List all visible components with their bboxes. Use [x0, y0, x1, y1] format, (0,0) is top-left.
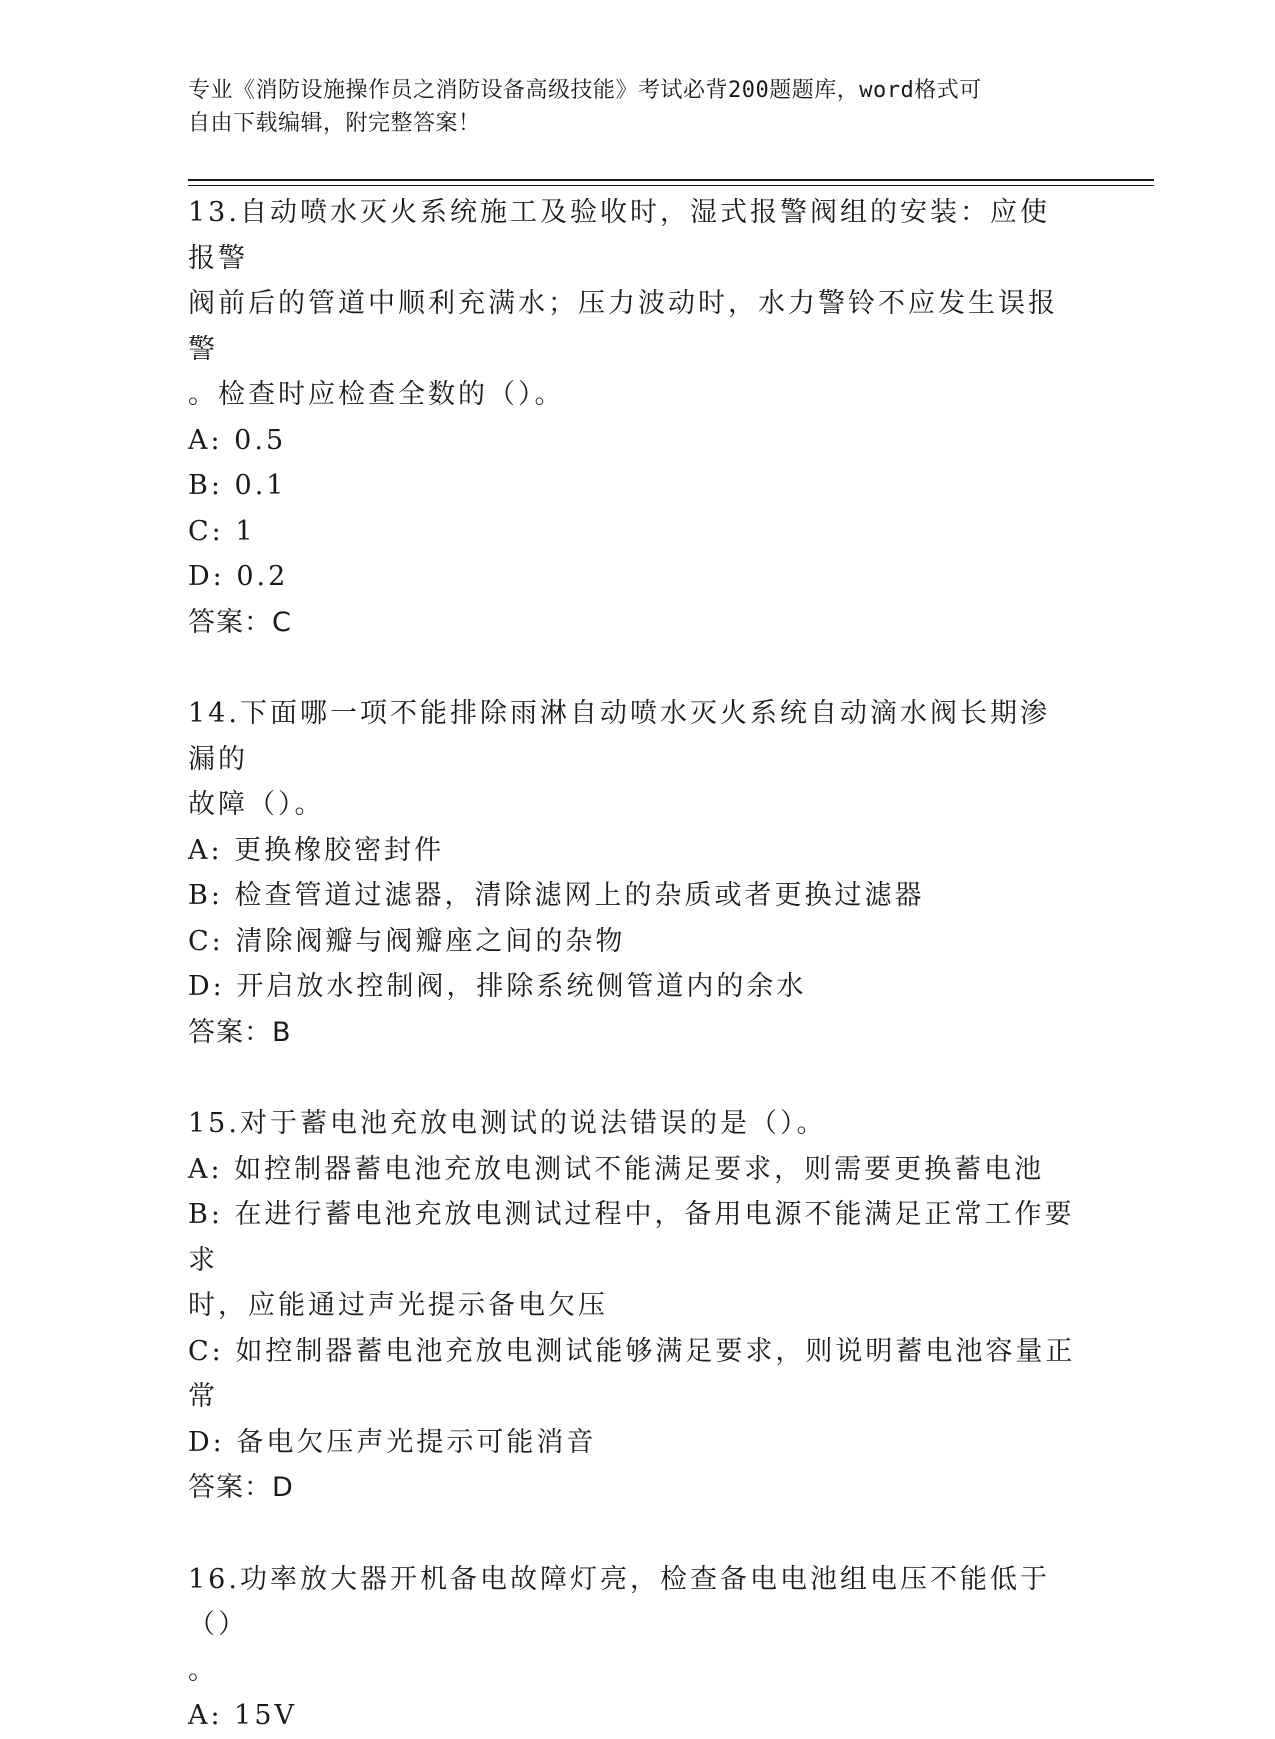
- option-c: C: 清除阀瓣与阀瓣座之间的杂物: [188, 925, 626, 957]
- question-list: [188, 190, 1078, 1739]
- answer-line: 答案：B: [188, 1016, 292, 1048]
- option-c: C: 如控制器蓄电池充放电测试能够满足要求，则说明蓄电池容量正常: [188, 1335, 1076, 1412]
- option-b-continued: 时，应能通过声光提示备电欠压: [188, 1290, 608, 1321]
- question-14: [188, 691, 1078, 1055]
- option-b: B: 检查管道过滤器，清除滤网上的杂质或者更换过滤器: [188, 880, 925, 911]
- document-header: [188, 74, 1068, 140]
- option-d: D: 0.2: [188, 561, 289, 592]
- question-text-line: 阀前后的管道中顺利充满水；压力波动时，水力警铃不应发生误报警: [188, 288, 1058, 365]
- question-13: [188, 190, 1078, 645]
- question-15: [188, 1101, 1078, 1511]
- question-16: [188, 1557, 1078, 1739]
- question-text-line: 故障（）。: [188, 789, 325, 820]
- option-a: A: 15V: [188, 1700, 298, 1731]
- option-d: D: 开启放水控制阀，排除系统侧管道内的余水: [188, 971, 807, 1002]
- option-c: C: 1: [188, 515, 256, 547]
- option-b: B: 0.1: [188, 470, 287, 501]
- question-text-line: 14.下面哪一项不能排除雨淋自动喷水灭火系统自动滴水阀长期渗漏的: [188, 698, 1050, 775]
- header-line-2: 自由下载编辑，附完整答案！: [188, 111, 481, 136]
- option-a: A: 更换橡胶密封件: [188, 834, 445, 866]
- question-text-line: 16.功率放大器开机备电故障灯亮，检查备电电池组电压不能低于（）: [188, 1563, 1050, 1640]
- question-spacer: [188, 1511, 1078, 1557]
- question-spacer: [188, 1055, 1078, 1101]
- header-divider-thick: [188, 179, 1154, 181]
- question-text-line: 。: [188, 1654, 218, 1686]
- option-b: B: 在进行蓄电池充放电测试过程中，备用电源不能满足正常工作要求: [188, 1199, 1075, 1276]
- header-line-1: 专业《消防设施操作员之消防设备高级技能》考试必背200题题库，word格式可: [188, 78, 982, 103]
- header-divider-thin: [188, 185, 1154, 186]
- option-a: A: 0.5: [188, 424, 287, 456]
- question-text-line: 。检查时应检查全数的（）。: [188, 379, 565, 410]
- answer-line: 答案：D: [188, 1472, 294, 1503]
- question-spacer: [188, 645, 1078, 691]
- question-text-line: 15.对于蓄电池充放电测试的说法错误的是（）。: [188, 1108, 827, 1139]
- answer-line: 答案：C: [188, 606, 292, 638]
- option-a: A: 如控制器蓄电池充放电测试不能满足要求，则需要更换蓄电池: [188, 1153, 1045, 1185]
- option-d: D: 备电欠压声光提示可能消音: [188, 1426, 597, 1458]
- question-text-line: 13.自动喷水灭火系统施工及验收时，湿式报警阀组的安装：应使报警: [188, 197, 1050, 274]
